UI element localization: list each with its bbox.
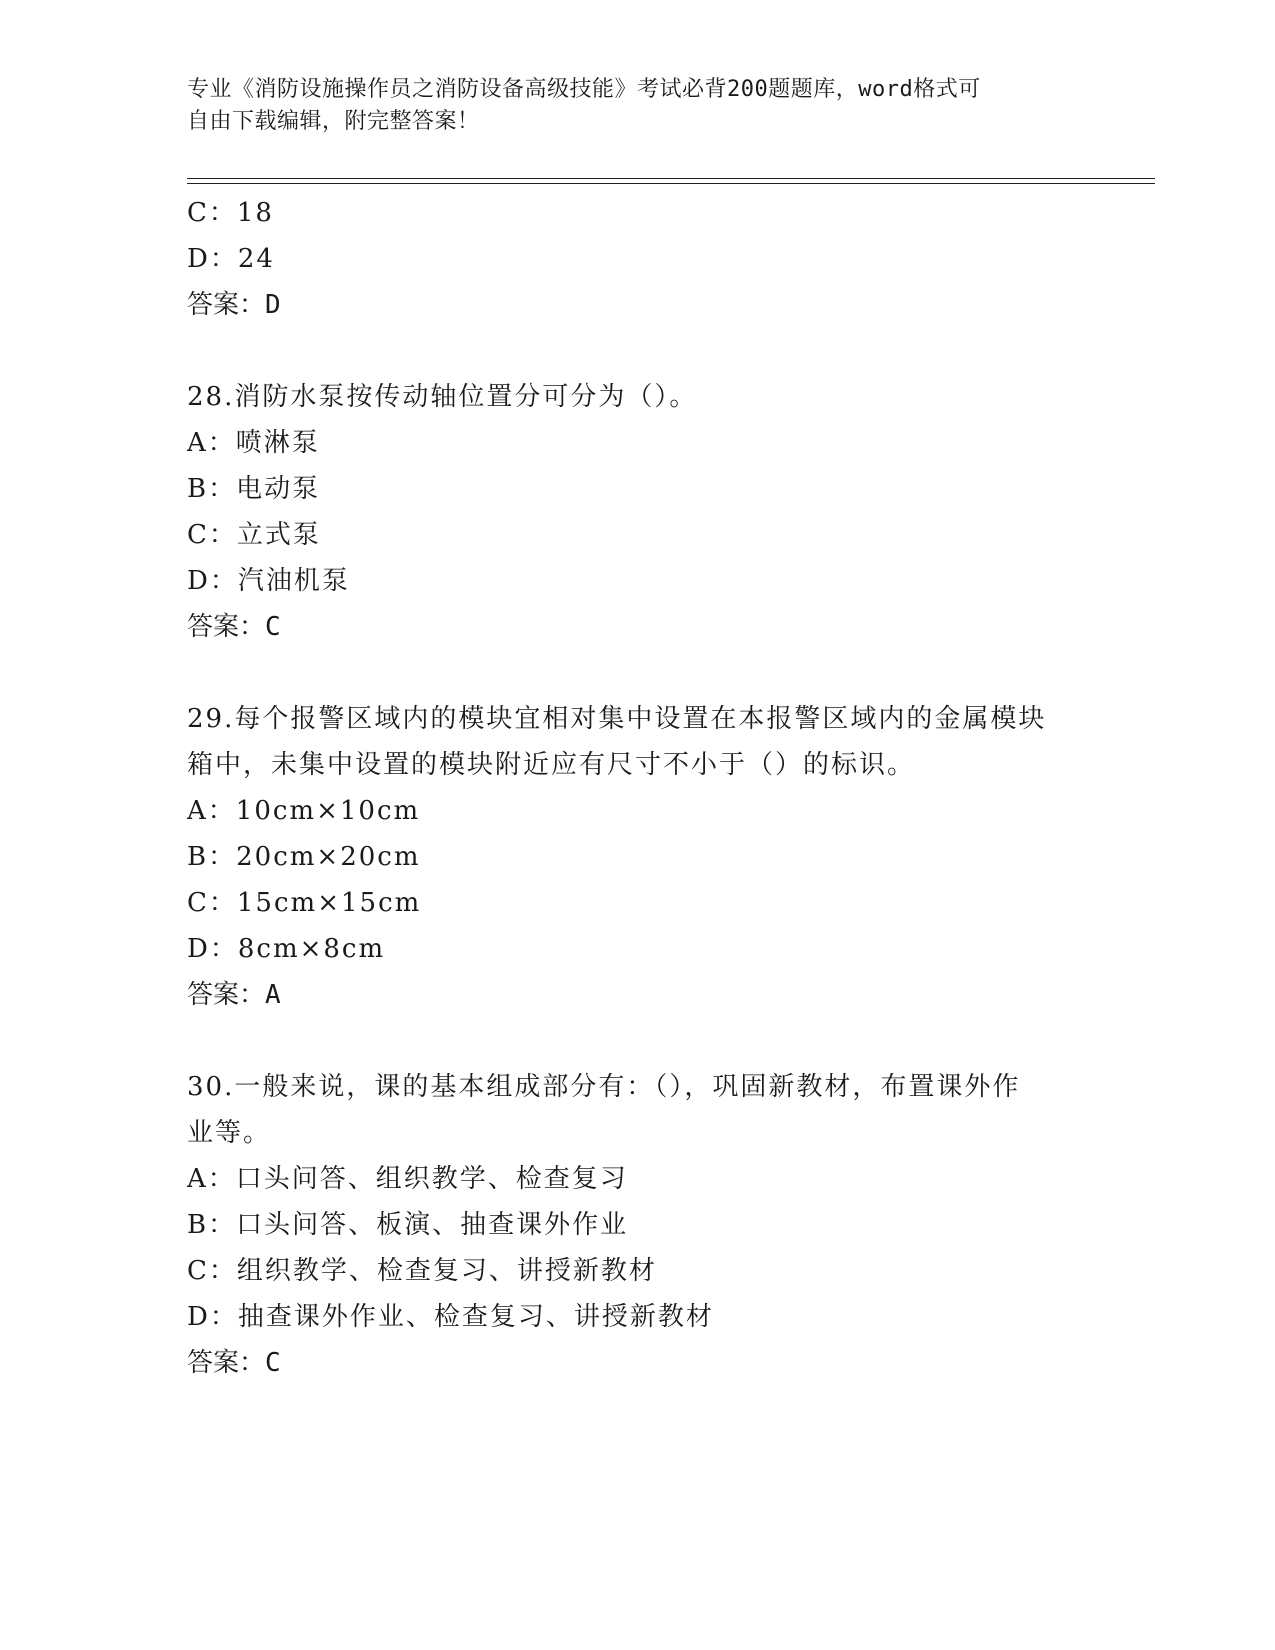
option-a: A：口头问答、组织教学、检查复习 (187, 1164, 628, 1194)
question-27-continued (187, 190, 1087, 328)
question-text-line-2: 箱中，未集中设置的模块附近应有尺寸不小于（）的标识。 (187, 750, 916, 780)
answer-label: 答案：D (187, 290, 281, 320)
question-text: 28.消防水泵按传动轴位置分可分为（）。 (187, 382, 698, 412)
question-text-line-1: 30.一般来说，课的基本组成部分有：（），巩固新教材，布置课外作 (187, 1072, 1021, 1102)
question-text-line-2: 业等。 (187, 1118, 272, 1148)
option-d: D：抽查课外作业、检查复习、讲授新教材 (187, 1302, 714, 1332)
answer-label: 答案：A (187, 980, 281, 1010)
option-c: C：立式泵 (187, 520, 321, 550)
option-c: C：15cm×15cm (187, 888, 422, 918)
header-divider-top (187, 178, 1155, 179)
question-text-line-1: 29.每个报警区域内的模块宜相对集中设置在本报警区域内的金属模块 (187, 704, 1047, 734)
question-30 (187, 1064, 1087, 1386)
header-title-line-1: 专业《消防设施操作员之消防设备高级技能》考试必背200题题库，word格式可 (187, 77, 981, 102)
option-b: B：口头问答、板演、抽查课外作业 (187, 1210, 629, 1240)
question-28 (187, 374, 1087, 650)
option-b: B：20cm×20cm (187, 842, 421, 872)
header-title-line-2: 自由下载编辑，附完整答案！ (187, 109, 480, 134)
spacer (187, 328, 1087, 374)
option-b: B：电动泵 (187, 474, 321, 504)
option-a: A：喷淋泵 (187, 428, 320, 458)
spacer (187, 650, 1087, 696)
question-list (187, 190, 1087, 1386)
spacer (187, 1018, 1087, 1064)
answer-label: 答案：C (187, 1348, 281, 1378)
option-d: D：汽油机泵 (187, 566, 350, 596)
option-c: C：18 (187, 198, 274, 228)
question-29 (187, 696, 1087, 1018)
option-d: D：8cm×8cm (187, 934, 386, 964)
answer-label: 答案：C (187, 612, 281, 642)
option-c: C：组织教学、检查复习、讲授新教材 (187, 1256, 657, 1286)
document-header (187, 74, 1067, 138)
option-a: A：10cm×10cm (187, 796, 421, 826)
header-divider-bottom (187, 183, 1155, 184)
option-d: D：24 (187, 244, 275, 274)
